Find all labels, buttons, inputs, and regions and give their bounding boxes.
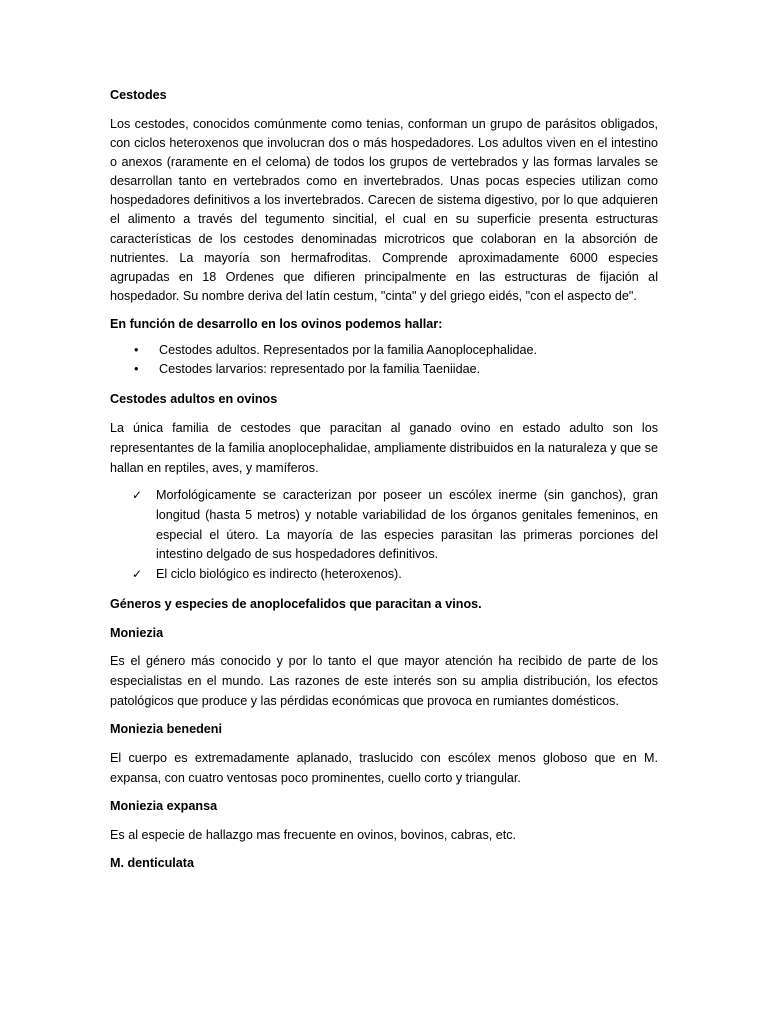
- heading-moniezia-benedeni: Moniezia benedeni: [110, 722, 222, 737]
- checkmark-icon: ✓: [132, 567, 143, 582]
- heading-cestodes-adultos: Cestodes adultos en ovinos: [110, 391, 278, 406]
- bullet-icon: •: [134, 342, 139, 357]
- list-item-text: Morfológicamente se caracterizan por poseer un escólex inerme (sin ganchos), gran longitud (hasta 5 metros) y notable variabilidad de los órganos genitales femeninos, en especial el útero. La mayoría de las especies parasitan las primeras porciones del intestino delgado de sus hospedadores definitivos.: [156, 487, 658, 562]
- paragraph-moniezia-expansa: Es al especie de hallazgo mas frecuente en ovinos, bovinos, cabras, etc.: [110, 828, 517, 843]
- list-item: [110, 360, 658, 380]
- heading-m-denticulata: M. denticulata: [110, 856, 194, 871]
- list-item-text: Cestodes adultos. Representados por la familia Aanoplocephalidae.: [159, 342, 538, 357]
- check-list-characteristics: [110, 486, 658, 585]
- bullet-icon: •: [134, 362, 139, 377]
- paragraph-cestodes-intro: Los cestodes, conocidos comúnmente como tenias, conforman un grupo de parásitos obligados, con ciclos heteroxenos que involucran dos o más hospedadores. Los adultos viven en el intestino o anexos (raramente en el celoma) de todos los grupos de vertebrados y las formas larvales se desarrollan tanto en vertebrados como en invertebrados. Unas pocas especies utilizan como hospedadores definitivos a los invertebrados. Carecen de sistema digestivo, por lo que adquieren el alimento a través del tegumento sincitial, el cual en su superficie presenta estructuras características de los cestodes denominadas microtricos que colaboran en la absorción de nutrientes. La mayoría son hermafroditas. Comprende aproximadamente 6000 especies agrupadas en 18 Ordenes que difieren principalmente en las estructuras de fijación al hospedador. Su nombre deriva del latín cestum, "cinta" y del griego eidés, "con el aspecto de".: [110, 117, 658, 303]
- heading-moniezia-expansa: Moniezia expansa: [110, 799, 218, 814]
- bullet-list-cestodes-types: [110, 341, 658, 380]
- checkmark-icon: ✓: [132, 487, 143, 502]
- paragraph-cestodes-adultos: La única familia de cestodes que paracitan al ganado ovino en estado adulto son los representantes de la familia anoplocephalidae, ampliamente distribuidos en la naturaleza y que se hallan en reptiles, aves, y mamíferos.: [110, 420, 658, 475]
- heading-cestodes: Cestodes: [110, 88, 167, 102]
- paragraph-moniezia-benedeni: El cuerpo es extremadamente aplanado, traslucido con escólex menos globoso que en M. expansa, con cuatro ventosas poco prominentes, cuello corto y triangular.: [110, 751, 658, 786]
- paragraph-moniezia: Es el género más conocido y por lo tanto el que mayor atención ha recibido de parte de los especialistas en el mundo. Las razones de este interés son su amplia distribución, los efectos patológicos que produce y las pérdidas económicas que provoca en rumiantes domésticos.: [110, 653, 658, 708]
- heading-generos-especies: Géneros y especies de anoplocefalidos que paracitan a vinos.: [110, 596, 482, 611]
- document-page: [110, 86, 658, 873]
- list-item: [110, 565, 658, 585]
- list-item: [110, 486, 658, 565]
- list-item-text: El ciclo biológico es indirecto (heteroxenos).: [156, 567, 402, 582]
- list-item-text: Cestodes larvarios: representado por la familia Taeniidae.: [159, 362, 481, 377]
- list-item: [110, 341, 658, 361]
- heading-moniezia: Moniezia: [110, 625, 164, 640]
- heading-funcion-desarrollo: En función de desarrollo en los ovinos podemos hallar:: [110, 316, 443, 331]
